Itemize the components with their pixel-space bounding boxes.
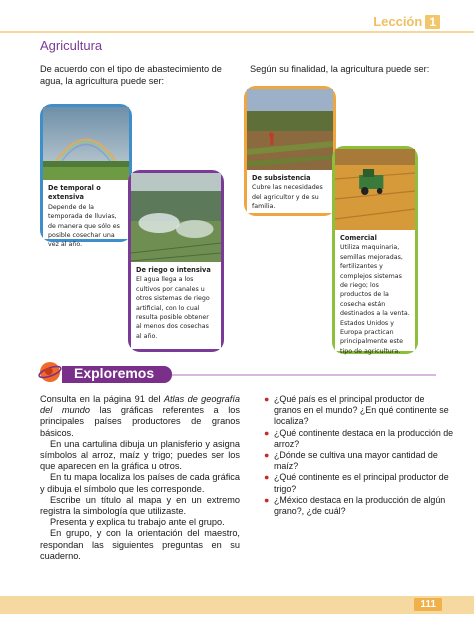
card-riego-text: El agua llega a los cultivos por canales u otros sistemas de riego artificial, con lo cual resulta posible obtener al menos dos cosechas al año. xyxy=(136,276,210,340)
card-subsistencia xyxy=(244,86,336,216)
card-subsistencia-title: De subsistencia xyxy=(252,174,311,182)
question-text: ¿Qué continente es el principal productor de trigo? xyxy=(274,472,449,494)
card-comercial-title: Comercial xyxy=(340,234,377,242)
question-text: ¿Dónde se cultiva una mayor cantidad de maíz? xyxy=(274,450,438,472)
questions-list xyxy=(262,394,454,517)
rainbow-field-photo xyxy=(43,107,129,183)
instruction-paragraph-3: En tu mapa localiza los países de cada gráfica y dibuja el símbolo que les corresponde. xyxy=(40,472,240,494)
card-subsistencia-caption xyxy=(247,170,333,213)
instruction-paragraph-2: En una cartulina dibuja un planisferio y asigna símbolos al arroz, maíz y trigo; puedes ser los que aparecen en la gráfica u otros. xyxy=(40,438,240,472)
card-subsistencia-text: Cubre las necesidades del agricultor y de su familia. xyxy=(252,184,323,211)
instruction-paragraph-4: Escribe un título al mapa y en un extremo registra la simbología que utilizaste. xyxy=(40,494,240,517)
farmer-field-photo xyxy=(247,89,333,173)
bullet-icon: ● xyxy=(264,427,270,438)
instruction-paragraph-6: En grupo, y con la orientación del maestro, respondan las siguientes preguntas en su cuaderno. xyxy=(40,528,240,561)
card-temporal-caption xyxy=(43,180,129,249)
instruction-1-end: las gráficas referentes a los principales países productores de granos básicos. xyxy=(40,405,240,438)
right-intro-text: Según su finalidad, la agricultura puede ser: xyxy=(250,64,430,74)
card-riego-caption xyxy=(131,262,221,349)
card-comercial-text: Utiliza maquinaria, semillas mejoradas, fertilizantes y complejos sistemas de riego; los productos de la cosecha están destinados a la venta. Estados Unidos y Europa practican principalmente este tipo de agricultura. xyxy=(340,244,410,355)
exploremos-title: Exploremos xyxy=(74,365,155,381)
instruction-paragraph-5: Presenta y explica tu trabajo ante el grupo. xyxy=(50,517,225,528)
bullet-icon: ● xyxy=(264,450,270,461)
header-divider xyxy=(0,31,474,33)
exploremos-instructions xyxy=(40,394,240,562)
left-intro-text: De acuerdo con el tipo de abastecimiento de agua, la agricultura puede ser: xyxy=(40,64,222,86)
instruction-paragraph-1 xyxy=(40,394,240,439)
bullet-icon: ● xyxy=(264,472,270,483)
atlas-title: Atlas de geografía del mundo xyxy=(40,394,240,416)
card-temporal-title: De temporal o extensiva xyxy=(48,184,101,202)
question-item xyxy=(264,450,454,472)
irrigation-photo xyxy=(131,173,221,265)
harvester-photo xyxy=(335,149,415,233)
card-comercial xyxy=(332,146,418,354)
card-temporal xyxy=(40,104,132,249)
bullet-icon: ● xyxy=(264,494,270,505)
card-temporal-text: Depende de la temporada de lluvias, de manera que sólo es posible cosechar una vez al año. xyxy=(48,203,120,249)
question-item xyxy=(264,394,454,428)
instruction-1-start: Consulta en la página 91 del xyxy=(40,394,164,404)
card-riego-title: De riego o intensiva xyxy=(136,266,211,274)
lesson-label: Lección xyxy=(373,14,423,29)
question-item xyxy=(264,494,454,517)
question-text: ¿Qué continente destaca en la producción de arroz? xyxy=(274,427,454,449)
exploremos-divider xyxy=(172,374,436,376)
question-text: ¿México destaca en la producción de algún grano?, ¿de cuál? xyxy=(274,494,446,517)
bullet-icon: ● xyxy=(264,394,270,404)
page-number: 111 xyxy=(414,598,442,611)
section-title: Agricultura xyxy=(40,38,103,53)
exploremos-globe-icon xyxy=(38,360,62,384)
lesson-header xyxy=(373,14,440,29)
footer-bar xyxy=(0,596,474,614)
card-comercial-caption xyxy=(335,230,415,355)
question-text: ¿Qué país es el principal productor de granos en el mundo? ¿En qué continente se localiza? xyxy=(274,394,449,427)
question-item xyxy=(264,427,454,450)
card-riego xyxy=(128,170,224,352)
question-item xyxy=(264,472,454,494)
lesson-number: 1 xyxy=(425,15,440,29)
